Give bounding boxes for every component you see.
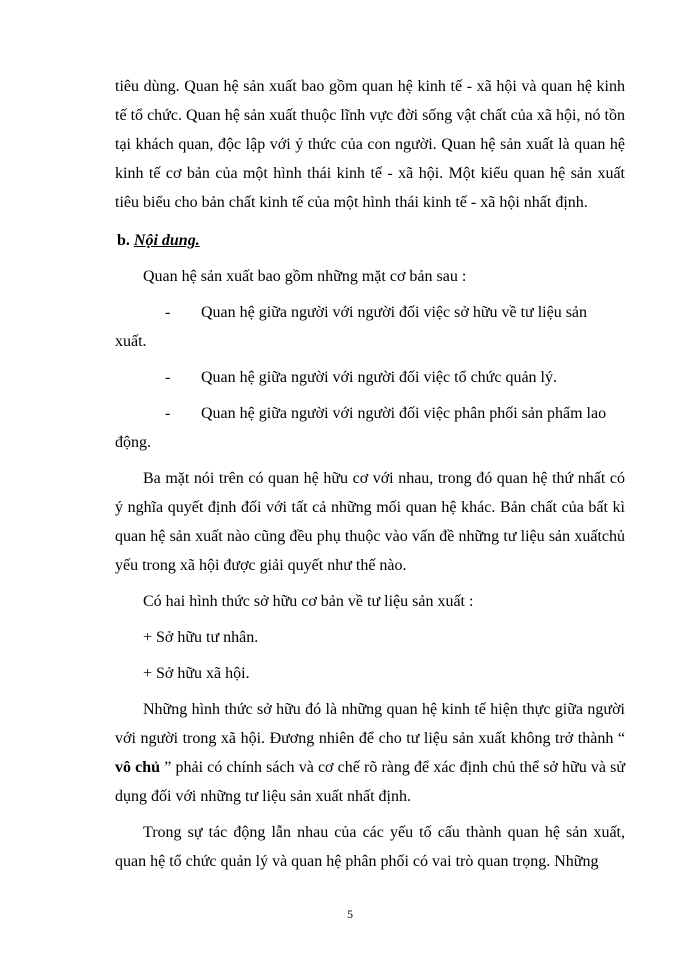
section-heading bbox=[115, 226, 625, 255]
bullet-item-management bbox=[115, 363, 625, 392]
bullet-continuation: xuất. bbox=[115, 333, 147, 350]
section-title: Nội dung. bbox=[133, 232, 200, 249]
paragraph-aspects-intro: Quan hệ sản xuất bao gồm những mặt cơ bản sau : bbox=[143, 268, 467, 285]
paragraph-three-aspects: Ba mặt nói trên có quan hệ hữu cơ với nhau, trong đó quan hệ thứ nhất có ý nghĩa quyết định đối với tất cả những mối quan hệ khác. Bản chất của bất kì quan hệ sản xuất nào cũng đều phụ thuộc vào vấn đề những tư liệu sản xuấtchủ yếu trong xã hội được giải quyết như thế nào. bbox=[115, 470, 625, 574]
list-item-private-ownership: + Sở hữu tư nhân. bbox=[143, 629, 259, 646]
emphasis-text: vô chủ bbox=[115, 759, 161, 776]
body-text bbox=[115, 72, 625, 876]
paragraph-text-part: Những hình thức sở hữu đó là những quan hệ kinh tế hiện thực giữa người với người trong xã hội. Đương nhiên để cho tư liệu sản xuất không trở thành “ bbox=[115, 701, 625, 747]
paragraph-ownership-forms: Có hai hình thức sở hữu cơ bản về tư liệu sản xuất : bbox=[143, 593, 474, 610]
bullet-text: Quan hệ giữa người với người đối việc phân phối sản phẩm lao bbox=[201, 405, 607, 422]
paragraph-interaction: Trong sự tác động lẫn nhau của các yếu tố cấu thành quan hệ sản xuất, quan hệ tổ chức quản lý và quan hệ phân phối có vai trò quan trọng. Những bbox=[115, 824, 625, 870]
paragraph-text-part: ” phải có chính sách và cơ chế rõ ràng để xác định chủ thể sở hữu và sử dụng đối với những tư liệu sản xuất nhất định. bbox=[115, 759, 626, 805]
bullet-continuation: động. bbox=[115, 434, 151, 451]
bullet-dash: - bbox=[165, 369, 171, 386]
bullet-dash: - bbox=[165, 304, 171, 321]
bullet-text: Quan hệ giữa người với người đối việc tổ chức quản lý. bbox=[201, 369, 557, 386]
list-item-social-ownership: + Sở hữu xã hội. bbox=[143, 665, 250, 682]
bullet-item-distribution bbox=[115, 399, 625, 457]
bullet-dash: - bbox=[165, 405, 171, 422]
page-number: 5 bbox=[347, 907, 353, 921]
section-label: b. bbox=[117, 232, 130, 249]
paragraph-production-relations-intro: tiêu dùng. Quan hệ sản xuất bao gồm quan hệ kinh tế - xã hội và quan hệ kinh tế tổ chức. Quan hệ sản xuất thuộc lĩnh vực đời sống vật chất của xã hội, nó tồn tại khách quan, độc lập với ý thức của con người. Quan hệ sản xuất là quan hệ kinh tế cơ bản của một hình thái kinh tế - xã hội. Một kiểu quan hệ sản xuất tiêu biểu cho bản chất kinh tế của một hình thái kinh tế - xã hội nhất định. bbox=[115, 78, 625, 211]
paragraph-ownership-relations bbox=[115, 695, 625, 811]
bullet-item-ownership bbox=[115, 298, 625, 356]
bullet-text: Quan hệ giữa người với người đối việc sở hữu về tư liệu sản bbox=[201, 304, 588, 321]
